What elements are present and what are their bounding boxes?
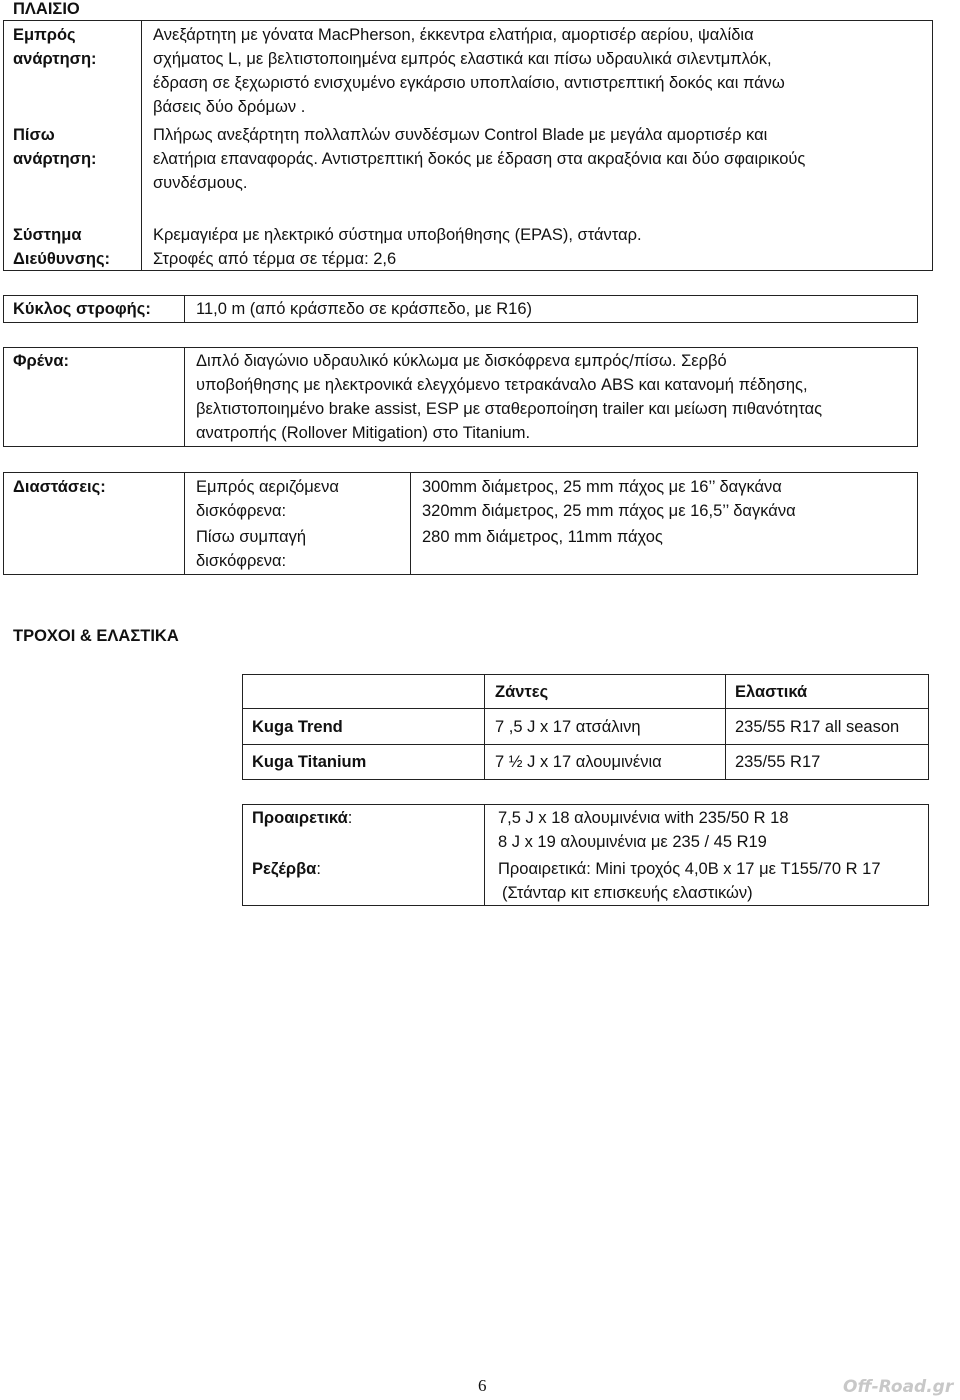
dimensions-divider-2 bbox=[410, 472, 411, 575]
wheels-table-col-1 bbox=[484, 674, 485, 780]
table-row-trend-model: Kuga Trend bbox=[252, 718, 343, 736]
watermark-logo: Off-Road.gr bbox=[843, 1377, 954, 1397]
brakes-label: Φρένα: bbox=[13, 352, 70, 370]
optional-values: 7,5 J x 18 αλουμινένια with 235/50 R 18 8 J x 19 αλουμινένια με 235 / 45 R19 bbox=[498, 809, 789, 851]
front-suspension-label: Εμπρός ανάρτηση: bbox=[13, 26, 97, 68]
wheels-table-col-2 bbox=[725, 674, 726, 780]
options-table-divider bbox=[484, 804, 485, 906]
table-row-titanium-model: Kuga Titanium bbox=[252, 753, 367, 771]
dimensions-divider-1 bbox=[184, 472, 185, 575]
table-row-titanium-tyres: 235/55 R17 bbox=[735, 753, 821, 771]
wheels-header-tyres: Ελαστικά bbox=[735, 683, 808, 701]
steering-label: Σύστημα Διεύθυνσης: bbox=[13, 226, 111, 268]
turning-circle-value: 11,0 m (από κράσπεδο σε κράσπεδο, με R16) bbox=[196, 300, 532, 318]
front-discs-values: 300mm διάμετρος, 25 mm πάχος με 16’’ δαγκάνα 320mm διάμετρος, 25 mm πάχος με 16,5’’ δαγκάνα bbox=[422, 478, 796, 520]
steering-text: Κρεμαγιέρα με ηλεκτρικό σύστημα υποβοήθησης (EPAS), στάνταρ. Στροφές από τέρμα σε τέρμα: 2,6 bbox=[153, 226, 642, 268]
spare-label: Ρεζέρβα: bbox=[252, 860, 321, 878]
spare-values: Προαιρετικά: Mini τροχός 4,0B x 17 με T155/70 R 17 (Στάνταρ κιτ επισκευής ελαστικών) bbox=[498, 860, 881, 902]
rear-suspension-label: Πίσω ανάρτηση: bbox=[13, 126, 97, 168]
wheels-table-rule-2 bbox=[242, 744, 929, 745]
rear-discs-value: 280 mm διάμετρος, 11mm πάχος bbox=[422, 528, 663, 546]
chassis-heading: ΠΛΑΙΣΙΟ bbox=[13, 0, 80, 18]
front-discs-label: Εμπρός αεριζόμενα δισκόφρενα: bbox=[196, 478, 339, 520]
brakes-divider bbox=[184, 347, 185, 447]
page-number: 6 bbox=[478, 1376, 487, 1395]
dimensions-label: Διαστάσεις: bbox=[13, 478, 106, 496]
table-row-titanium-rims: 7 ½ J x 17 αλουμινένια bbox=[495, 753, 662, 771]
wheels-table-rule-1 bbox=[242, 708, 929, 709]
rear-discs-label: Πίσω συμπαγή δισκόφρενα: bbox=[196, 528, 307, 570]
rear-suspension-text: Πλήρως ανεξάρτητη πολλαπλών συνδέσμων Control Blade με μεγάλα αμορτισέρ και ελατήρια επαναφοράς. Αντιστρεπτική δοκός με έδραση στα ακραξόνια και δύο σφαιρικούς συνδέσμους. bbox=[153, 126, 806, 192]
wheels-header-rims: Ζάντες bbox=[495, 683, 549, 701]
front-suspension-text: Ανεξάρτητη με γόνατα MacPherson, έκκεντρα ελατήρια, αμορτισέρ αερίου, ψαλίδια σχήματος L, με βελτιστοποιημένα εμπρός ελαστικά και πίσω υδραυλικά σιλεντμπλόκ, έδραση σε ξεχωριστό ενισχυμένο εγκάρσιο υποπλαίσιο, αντιστρεπτική δοκός και πάνω βάσεις δύο δρόμων . bbox=[153, 26, 785, 116]
brakes-text: Διπλό διαγώνιο υδραυλικό κύκλωμα με δισκόφρενα εμπρός/πίσω. Σερβό υποβοήθησης με ηλεκτρονικά ελεγχόμενο τετρακάναλο ABS και κατανομή πέδησης, βελτιστοποιημένο brake assist, ESP με σταθεροποίηση trailer και μείωση πιθανότητας ανατροπής (Rollover Mitigation) στο Titanium. bbox=[196, 352, 823, 442]
table-row-trend-rims: 7 ,5 J x 17 ατσάλινη bbox=[495, 718, 641, 736]
table-row-trend-tyres: 235/55 R17 all season bbox=[735, 718, 900, 736]
turning-circle-label: Κύκλος στροφής: bbox=[13, 300, 151, 318]
chassis-table-divider bbox=[141, 20, 142, 271]
turning-circle-divider bbox=[184, 295, 185, 323]
optional-label: Προαιρετικά: bbox=[252, 809, 353, 827]
wheels-heading: ΤΡΟΧΟΙ & ΕΛΑΣΤΙΚΑ bbox=[13, 627, 179, 645]
